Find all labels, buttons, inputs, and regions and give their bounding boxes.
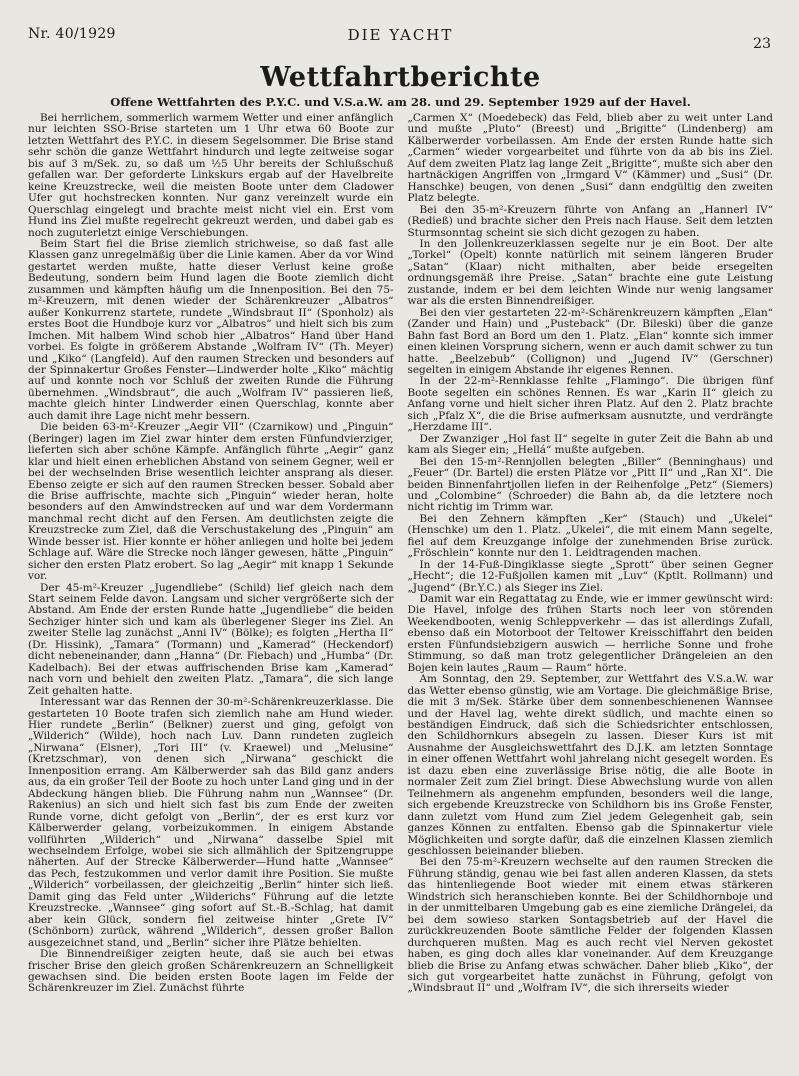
paragraph: Damit war ein Regattatag zu Ende, wie er immer gewünscht wird: Die Havel, infolge des frühen Starts noch leer von störenden Weekendbooten, wenig Schleppverkehr — das ist allerdings Zufall, ebenso daß ein Motorboot der Teltower Kreisschiffahrt den beiden ersten Fünfundsiebzigern auswich — herrliche Sonne und frohe Stimmung, so daß man trotz gelegentlicher Drängeleien an den Bojen kein lautes „Raum — Raum“ hörte. — [407, 593, 773, 674]
paragraph: Bei herrlichem, sommerlich warmem Wetter und einer anfänglich nur leichten SSO-Brise starteten um 1 Uhr etwa 60 Boote zur letzten Wettfahrt des P.Y.C. in diesem Segelsommer. Die Brise stand sehr schön die ganze Wettfahrt hindurch und legte zeitweise sogar bis auf 3 m/Sek. zu, so daß um ½5 Uhr bereits der Schlußschuß gefallen war. Der geforderte Linkskurs ergab auf der Havelbreite keine Kreuzstrecke, weil die meisten Boote unter dem Cladower Ufer gut hochstrecken konnten. Nur ganz vereinzelt wurde ein Querschlag eingelegt und brachte meist nicht viel ein. Erst vom Hund ins Ziel mußte regelrecht gekreuzt werden, und dabei gab es noch zuguterletzt einige Verschiebungen. — [28, 112, 394, 239]
paragraph: Der 45-m²-Kreuzer „Jugendliebe“ (Schild) lief gleich nach dem Start seinem Felde davon. Langsam und sicher vergrößerte sich der Abstand. Am Ende der ersten Runde hatte „Jugendliebe“ die beiden Sechziger hinter sich und kam als überlegener Sieger ins Ziel. An zweiter Stelle lag zunächst „Anni IV“ (Bölke); es folgten „Hertha II“ (Dr. Hissink), „Tamara“ (Tormann) und „Kamerad“ (Heckendorf) dicht nebeneinander, dann „Hanna“ (Dr. Fiebach) und „Humba“ (Dr. Kadelbach). Bei der etwas auffrischenden Brise kam „Kamerad“ nach vorn und behielt den zweiten Platz. „Tamara“, die sich lange Zeit gehalten hatte. — [28, 581, 394, 697]
paragraph: „Carmen X“ (Moedebeck) das Feld, blieb aber zu weit unter Land und mußte „Pluto“ (Breest) und „Brigitte“ (Lindenberg) am Kälberwerder vorbeilassen. Am Ende der ersten Runde hatte sich „Carmen“ wieder vorgearbeitet und führte von da ab bis ins Ziel. Auf dem zweiten Platz lag lange Zeit „Brigitte“, mußte sich aber den hartnäckigen Angriffen von „Irmgard V“ (Kämmer) und „Susi“ (Dr. Hanschke) beugen, von denen „Susi“ dann endgültig den zweiten Platz belegte. — [407, 112, 773, 205]
left-column — [28, 113, 394, 995]
right-column — [408, 113, 774, 995]
paragraph: Bei den vier gestarteten 22-m²-Schärenkreuzern kämpften „Elan“ (Zander und Hain) und „Pusteback“ (Dr. Bileski) über die ganze Bahn fast Bord an Bord um den 1. Platz. „Elan“ konnte sich immer einen kleinen Vorsprung sichern, wenn er auch damit schwer zu tun hatte. „Beelzebub“ (Collignon) und „Jugend IV“ (Gerschner) segelten in einigem Abstande ihr eigenes Rennen. — [407, 306, 773, 376]
paragraph: Bei den 15-m²-Rennjollen belegten „Biller“ (Benninghaus) und „Feuer“ (Dr. Bartel) die ersten Plätze vor „Pitt II“ und „Ran XI“. Die beiden Binnenfahrtjollen liefen in der Reihenfolge „Petz“ (Siemers) und „Colombine“ (Schroeder) die Bahn ab, da die letztere noch nicht richtig im Trimm war. — [407, 455, 773, 514]
issue-number: Nr. 40/1929 — [28, 26, 116, 42]
paragraph: Bei den Zehnern kämpften „Ker“ (Stauch) und „Ukelei“ (Henschke) um den 1. Platz. „Ukelei“, die mit einem Mann segelte, fiel auf dem Kreuzgange infolge der zunehmenden Brise zurück. „Fröschlein“ konnte nur den 1. Leidtragenden machen. — [407, 512, 773, 560]
journal-title: DIE YACHT — [347, 26, 454, 44]
paragraph: Bei den 35-m²-Kreuzern führte von Anfang an „Hannerl IV“ (Redieß) und brachte sicher den Preis nach Hause. Seit dem letzten Sturmsonntag scheint sie sich dicht gezogen zu haben. — [407, 203, 773, 239]
paragraph: In den Jollenkreuzerklassen segelte nur je ein Boot. Der alte „Torkel“ (Opelt) konnte natürlich mit seinem längeren Bruder „Satan“ (Klaar) nicht mithalten, aber beide ersegelten ordnungsgemäß ihre Preise. „Satan“ brachte eine gute Leistung zustande, indem er bei dem leichten Winde nur wenig langsamer war als die ersten Binnendreißiger. — [407, 237, 773, 308]
paragraph: Die Binnendreißiger zeigten heute, daß sie auch bei etwas frischer Brise den gleich großen Schärenkreuzern an Schnelligkeit gewachsen sind. Die beiden ersten Boote lagen im Felde der Schärenkreuzer im Ziel. Zunächst führte — [28, 948, 394, 995]
paragraph: Bei den 75-m²-Kreuzern wechselte auf den raumen Strecken die Führung ständig, genau wie bei fast allen anderen Klassen, da stets das hintenliegende Boot wieder mit einem etwas stärkeren Windstrich sich heranschieben konnte. Bei der Schildhornboje und in der unmittelbaren Umgebung gab es eine ziemliche Drängelei, da bei dem sowieso starken Sontagsbetrieb auf der Havel die zurückkreuzenden Boote sämtliche Felder der folgenden Klassen durchqueren mußten. Mag es auch recht viel Nerven gekostet haben, es ging doch alles klar voneinander. Auf dem Kreuzgange blieb die Brise zu Anfang etwas schwächer. Daher blieb „Kiko“, der sich gut vorgearbeitet hatte zunächst in Führung, gefolgt von „Windsbraut II“ und „Wolfram IV“, die sich ihrerseits wieder — [407, 856, 773, 995]
paragraph: In der 14-Fuß-Dingiklasse siegte „Sprott“ über seinen Gegner „Hecht“; die 12-Fußjollen kamen mit „Luv“ (Kptlt. Rollmann) und „Jugend“ (Br.Y.C.) als Sieger ins Ziel. — [407, 558, 773, 594]
article-subtitle: Offene Wettfahrten des P.Y.C. und V.S.a.W. am 28. und 29. September 1929 auf der Havel. — [110, 95, 691, 109]
paragraph: Die beiden 63-m²-Kreuzer „Aegir VII“ (Czarnikow) und „Pinguin“ (Beringer) lagen im Ziel zwar hinter dem ersten Fünfundvierziger, lieferten sich aber schöne Kämpfe. Anfänglich führte „Aegir“ ganz klar und hielt einen erheblichen Abstand von seinem Gegner, weil er bei der wechselnden Brise wesentlich leichter ansprang als dieser. Ebenso zeigte er sich auf den raumen Strecken besser. Sobald aber die Brise auffrischte, machte sich „Pinguin“ wieder heran, holte besonders auf den Amwindstrecken auf und war dem Vordermann manchmal recht dicht auf den Fersen. Am deutlichsten zeigte die Kreuzstrecke zum Ziel, daß die Verschustakelung des „Pinguin“ am Winde besser ist. Hier konnte er höher anliegen und holte bei jedem Schlage auf. Wäre die Strecke noch länger gewesen, hätte „Pinguin“ sicher den ersten Platz erobert. So lag „Aegir“ mit knapp 1 Sekunde vor. — [28, 421, 394, 583]
paragraph: Der Zwanziger „Hol fast II“ segelte in guter Zeit die Bahn ab und kam als Sieger ein; „Hellá“ mußte aufgeben. — [407, 432, 773, 457]
paragraph: In der 22-m²-Rennklasse fehlte „Flamingo“. Die übrigen fünf Boote segelten ein schönes Rennen. Es war „Karin II“ gleich zu Anfang vorne und hielt sicher ihren Platz. Auf den 2. Platz brachte sich „Pfalz X“, die die Brise aufmerksam ausnutzte, und verdrängte „Herzdame III“. — [407, 375, 773, 434]
paragraph: Am Sonntag, den 29. September, zur Wettfahrt des V.S.a.W. war das Wetter ebenso günstig, wie am Vortage. Die gleichmäßige Brise, die mit 3 m/Sek. Stärke über dem sonnenbeschienenen Wannsee und der Havel lag, wehte direkt südlich, und machte einen so beständigen Eindruck, daß sich die Schiedsrichter entschlossen, den Schildhornkurs absegeln zu lassen. Dieser Kurs ist mit Ausnahme der Ausgleichswettfahrt des D.J.K. am letzten Sonntage in einer offenen Wettfahrt wohl jahrelang nicht gesegelt worden. Es ist dazu eben eine zuverlässige Brise nötig, die alle Boote in normaler Zeit zum Ziel bringt. Diese Abwechslung wurde von allen Teilnehmern als angenehm empfunden, besonders weil die lange, sich ergebende Kreuzstrecke von Schildhorn bis ins Große Fenster, dann zuletzt vom Hund zum Ziel jedem Gelegenheit gab, sein ganzes Können zu entfalten. Ebenso gab die Spinnakertur viele Möglichkeiten und sorgte dafür, daß die einzelnen Klassen ziemlich geschlossen beieinander blieben. — [407, 673, 773, 857]
article-title: Wettfahrtberichte — [260, 62, 541, 93]
article-body — [28, 113, 773, 995]
paragraph: Interessant war das Rennen der 30-m²-Schärenkreuzerklasse. Die gestarteten 10 Boote trafen sich ziemlich nahe am Hund wieder. Hier rundete „Berlin“ (Belkner) zuerst und ging, gefolgt von „Wilderich“ (Wilde), hoch nach Luv. Dann rundeten zugleich „Nirwana“ (Elsner), „Tori III“ (v. Kraewel) und „Melusine“ (Kretzschmar), von denen sich „Nirwana“ geschickt die Innenposition errang. Am Kälberwerder sah das Bild ganz anders aus, da ein großer Teil der Boote zu hoch unter Land ging und in der Abdeckung hängen blieb. Die Führung nahm nun „Wannsee“ (Dr. Rakenius) an sich und hielt sich fast bis zum Ende der zweiten Runde vorne, dicht gefolgt von „Berlin“, der es erst kurz vor Kälberwerder gelang, vorbeizukommen. In einigem Abstande vollführten „Wilderich“ und „Nirwana“ dasselbe Spiel mit wechselndem Erfolge, wobei sie sich allmählich der Spitzengruppe näherten. Auf der Strecke Kälberwerder—Hund hatte „Wannsee“ das Pech, festzukommen und verlor damit ihre Position. Sie mußte „Wilderich“ vorbeilassen, der gleichzeitig „Berlin“ hinter sich ließ. Damit ging das Feld unter „Wilderichs“ Führung auf die letzte Kreuzstrecke. „Wannsee“ ging sofort auf St.-B.-Schlag, hat damit aber kein Glück, sondern fiel zeitweise hinter „Grete IV“ (Schönborn) zurück, während „Wilderich“, dessen großer Ballon ausgezeichnet stand, und „Berlin“ sicher ihre Plätze behielten. — [28, 696, 394, 949]
page-header — [28, 26, 773, 56]
page-number: 23 — [753, 36, 771, 52]
paragraph: Beim Start fiel die Brise ziemlich strichweise, so daß fast alle Klassen ganz unregelmäßig über die Linie kamen. Aber da vor Wind gestartet werden mußte, hatte dieser Verlust keine große Bedeutung, sondern beim Hund lagen die Boote ziemlich dicht zusammen und kämpften häufig um die Innenposition. Bei den 75-m²-Kreuzern, mit denen wieder der Schärenkreuzer „Albatros“ außer Konkurrenz startete, rundete „Windsbraut II“ (Sponholz) als erstes Boot die Hundboje kurz vor „Albatros“ und hielt sich bis zum Imchen. Mit halbem Wind schob hier „Albatros“ Hand über Hand vorbei. Es folgte in größerem Abstande „Wolfram IV“ (Th. Meyer) und „Kiko“ (Langfeld). Auf den raumen Strecken und besonders auf der Spinnakertur Großes Fenster—Lindwerder holte „Kiko“ mächtig auf und konnte noch vor Schluß der zweiten Runde die Führung übernehmen. „Windsbraut“, die auch „Wolfram IV“ passieren ließ, machte gleich hinter Lindwerder einen Querschlag, konnte aber auch damit ihre Lage nicht mehr bessern. — [28, 237, 394, 422]
